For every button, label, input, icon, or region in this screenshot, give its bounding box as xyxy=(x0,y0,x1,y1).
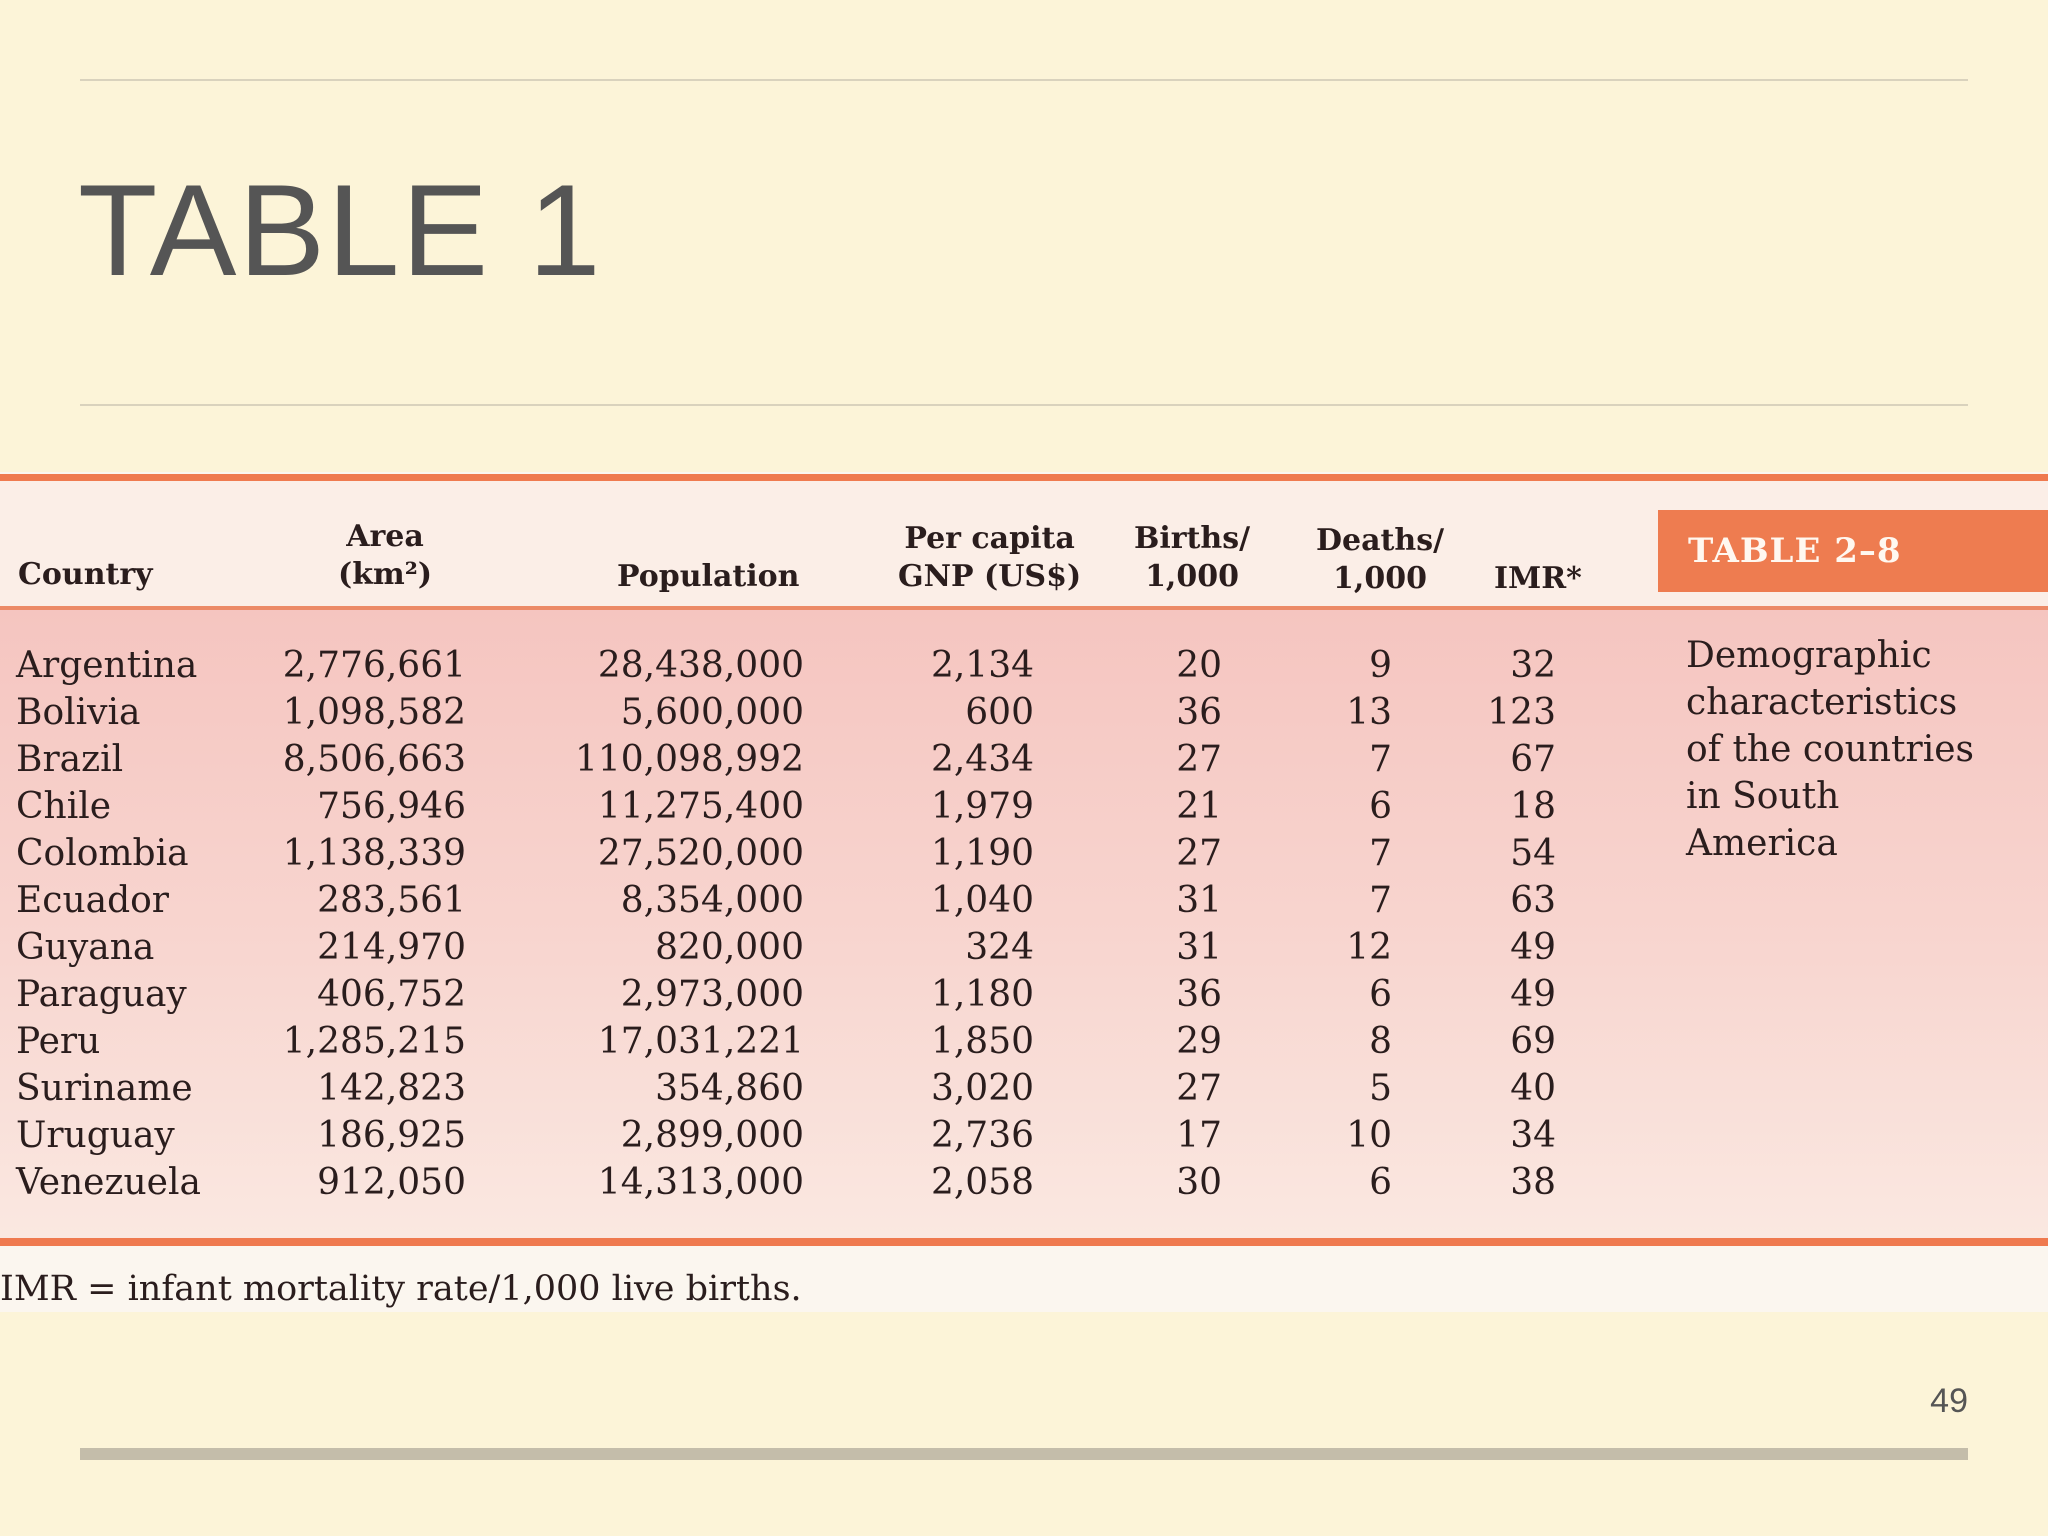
cell-deaths: 5 xyxy=(1369,1068,1392,1109)
cell-gnp: 600 xyxy=(965,692,1034,733)
cell-gnp: 1,180 xyxy=(930,974,1034,1015)
cell-gnp: 2,058 xyxy=(930,1162,1034,1203)
cell-area: 1,285,215 xyxy=(282,1021,466,1062)
cell-imr: 69 xyxy=(1510,1021,1556,1062)
cell-gnp: 1,190 xyxy=(930,833,1034,874)
cell-country: Brazil xyxy=(16,739,124,780)
top-rule xyxy=(80,79,1968,81)
cell-deaths: 7 xyxy=(1369,880,1392,921)
cell-population: 2,899,000 xyxy=(620,1115,804,1156)
cell-population: 8,354,000 xyxy=(620,880,804,921)
cell-area: 186,925 xyxy=(317,1115,466,1156)
cell-country: Ecuador xyxy=(16,880,170,921)
header-imr: IMR* xyxy=(1494,561,1582,596)
table-row xyxy=(0,642,1650,689)
page-number: 49 xyxy=(1930,1382,1968,1420)
cell-births: 30 xyxy=(1176,1162,1222,1203)
cell-population: 354,860 xyxy=(655,1068,804,1109)
cell-area: 283,561 xyxy=(317,880,466,921)
cell-population: 820,000 xyxy=(655,927,804,968)
cell-country: Colombia xyxy=(16,833,189,874)
table-top-band xyxy=(0,474,2048,481)
cell-births: 27 xyxy=(1176,1068,1222,1109)
cell-area: 1,098,582 xyxy=(282,692,466,733)
cell-gnp: 2,434 xyxy=(930,739,1034,780)
cell-births: 20 xyxy=(1176,645,1222,686)
cell-gnp: 3,020 xyxy=(930,1068,1034,1109)
cell-imr: 34 xyxy=(1510,1115,1556,1156)
table-row xyxy=(0,971,1650,1018)
cell-area: 2,776,661 xyxy=(282,645,466,686)
header-country: Country xyxy=(18,557,153,592)
cell-births: 31 xyxy=(1176,880,1222,921)
cell-population: 28,438,000 xyxy=(597,645,804,686)
cell-births: 31 xyxy=(1176,927,1222,968)
cell-gnp: 2,134 xyxy=(930,645,1034,686)
cell-gnp: 1,040 xyxy=(930,880,1034,921)
cell-population: 17,031,221 xyxy=(597,1021,804,1062)
table-bottom-band xyxy=(0,1238,2048,1246)
table-badge: TABLE 2–8 xyxy=(1658,510,2048,592)
cell-imr: 49 xyxy=(1510,974,1556,1015)
cell-deaths: 9 xyxy=(1369,645,1392,686)
cell-gnp: 324 xyxy=(965,927,1034,968)
header-births: Births/ 1,000 xyxy=(1134,521,1251,594)
cell-area: 406,752 xyxy=(317,974,466,1015)
table-row xyxy=(0,689,1650,736)
cell-population: 14,313,000 xyxy=(597,1162,804,1203)
slide-title: TABLE 1 xyxy=(78,157,603,303)
cell-gnp: 1,979 xyxy=(930,786,1034,827)
table-row xyxy=(0,924,1650,971)
table-row xyxy=(0,1112,1650,1159)
cell-country: Argentina xyxy=(16,645,198,686)
cell-imr: 40 xyxy=(1510,1068,1556,1109)
cell-deaths: 13 xyxy=(1346,692,1392,733)
title-rule xyxy=(80,404,1968,406)
cell-deaths: 10 xyxy=(1346,1115,1392,1156)
cell-gnp: 2,736 xyxy=(930,1115,1034,1156)
header-gnp: Per capita GNP (US$) xyxy=(898,521,1082,594)
cell-country: Bolivia xyxy=(16,692,141,733)
cell-births: 36 xyxy=(1176,692,1222,733)
cell-country: Peru xyxy=(16,1021,101,1062)
cell-country: Suriname xyxy=(16,1068,193,1109)
cell-country: Chile xyxy=(16,786,112,827)
cell-imr: 18 xyxy=(1510,786,1556,827)
cell-population: 110,098,992 xyxy=(574,739,804,780)
cell-imr: 32 xyxy=(1510,645,1556,686)
cell-imr: 67 xyxy=(1510,739,1556,780)
table-row xyxy=(0,1159,1650,1206)
table-row xyxy=(0,877,1650,924)
cell-births: 36 xyxy=(1176,974,1222,1015)
cell-deaths: 8 xyxy=(1369,1021,1392,1062)
cell-population: 11,275,400 xyxy=(597,786,804,827)
table-row xyxy=(0,1065,1650,1112)
cell-country: Guyana xyxy=(16,927,155,968)
footer-bar xyxy=(80,1448,1968,1460)
cell-population: 2,973,000 xyxy=(620,974,804,1015)
cell-imr: 38 xyxy=(1510,1162,1556,1203)
cell-deaths: 7 xyxy=(1369,833,1392,874)
table-row xyxy=(0,736,1650,783)
cell-deaths: 6 xyxy=(1369,974,1392,1015)
cell-population: 5,600,000 xyxy=(620,692,804,733)
table-row xyxy=(0,783,1650,830)
table-caption: Demographic characteristics of the countries in South America xyxy=(1686,635,1975,864)
cell-deaths: 6 xyxy=(1369,786,1392,827)
cell-imr: 123 xyxy=(1487,692,1556,733)
header-area: Area (km²) xyxy=(338,519,433,592)
cell-area: 142,823 xyxy=(317,1068,466,1109)
cell-area: 214,970 xyxy=(317,927,466,968)
cell-imr: 63 xyxy=(1510,880,1556,921)
table-row xyxy=(0,1018,1650,1065)
cell-country: Uruguay xyxy=(16,1115,175,1156)
cell-gnp: 1,850 xyxy=(930,1021,1034,1062)
cell-deaths: 6 xyxy=(1369,1162,1392,1203)
cell-births: 21 xyxy=(1176,786,1222,827)
table-row xyxy=(0,830,1650,877)
cell-deaths: 12 xyxy=(1346,927,1392,968)
scanned-table-image xyxy=(0,472,2048,1312)
cell-births: 17 xyxy=(1176,1115,1222,1156)
cell-area: 756,946 xyxy=(317,786,466,827)
header-population: Population xyxy=(617,559,800,594)
header-deaths: Deaths/ 1,000 xyxy=(1316,523,1445,596)
cell-imr: 54 xyxy=(1510,833,1556,874)
cell-births: 29 xyxy=(1176,1021,1222,1062)
cell-area: 1,138,339 xyxy=(282,833,466,874)
cell-country: Paraguay xyxy=(16,974,187,1015)
cell-population: 27,520,000 xyxy=(597,833,804,874)
cell-area: 8,506,663 xyxy=(282,739,466,780)
cell-births: 27 xyxy=(1176,739,1222,780)
cell-deaths: 7 xyxy=(1369,739,1392,780)
cell-country: Venezuela xyxy=(16,1162,201,1203)
cell-births: 27 xyxy=(1176,833,1222,874)
cell-area: 912,050 xyxy=(317,1162,466,1203)
cell-imr: 49 xyxy=(1510,927,1556,968)
table-footnote: IMR = infant mortality rate/1,000 live births. xyxy=(0,1269,802,1309)
